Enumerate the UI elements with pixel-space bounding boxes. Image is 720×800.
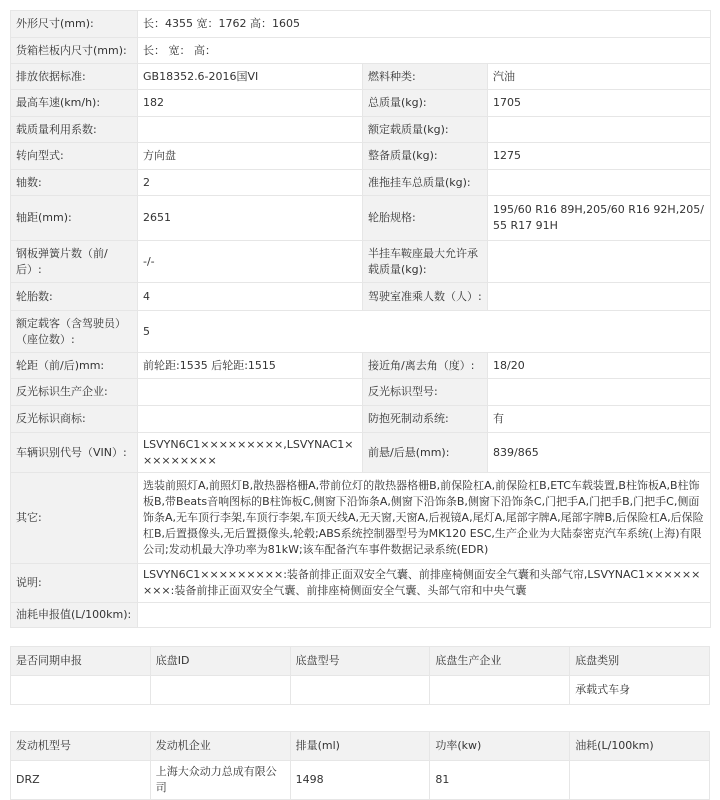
chassis-row: [11, 676, 710, 705]
spec-label: 总质量(kg):: [363, 90, 488, 117]
spec-row: [11, 11, 711, 38]
spec-label: 轴数:: [11, 170, 138, 196]
engine-table: [10, 731, 710, 800]
spec-row: [11, 473, 711, 564]
spec-label: 排放依据标准:: [11, 64, 138, 90]
column-header: 是否同期申报: [11, 647, 151, 676]
spec-value: 1275: [488, 143, 711, 170]
spec-value: [488, 283, 711, 311]
spec-label: 轮距（前/后)mm:: [11, 353, 138, 379]
spec-row: [11, 379, 711, 406]
spec-label: 轮胎数:: [11, 283, 138, 311]
spec-label: 整备质量(kg):: [363, 143, 488, 170]
column-header: 功率(kw): [430, 732, 570, 761]
spec-row: [11, 241, 711, 283]
vehicle-spec-table: [10, 10, 711, 628]
spec-label: 防抱死制动系统:: [363, 406, 488, 433]
spec-value: 1705: [488, 90, 711, 117]
spec-row: [11, 143, 711, 170]
spec-row: [11, 283, 711, 311]
spec-label: 额定载客（含驾驶员）（座位数）:: [11, 311, 138, 353]
spec-value: 5: [138, 311, 711, 353]
spec-row: [11, 170, 711, 196]
spec-row: [11, 90, 711, 117]
spec-row: [11, 433, 711, 473]
spec-label: 额定载质量(kg):: [363, 117, 488, 143]
table-cell: 承载式车身: [570, 676, 710, 705]
spec-value: [488, 241, 711, 283]
spec-value: 选装前照灯A,前照灯B,散热器格栅A,带前位灯的散热器格栅B,前保险杠A,前保险杠B,ETC车载装置,B柱饰板A,B柱饰板B,带Beats音响图标的B柱饰板C,侧窗下沿饰条A,侧窗下沿饰条B,侧窗下沿饰条C,门把手A,门把手B,门把手C,侧面饰条A,无车顶行李架,车顶行李架,车顶天线A,无天窗,天窗A,后视镜A,尾灯A,尾部字牌A,尾部字牌B,后保险杠A,后保险杠B,后置摄像头,无后置摄像头,轮毂;ABS系统控制器型号为MK120 ESC,生产企业为大陆泰密克汽车系统(上海)有限公司;发动机最大净功率为81kW;该车配备汽车事件数据记录系统(EDR): [138, 473, 711, 564]
spec-value: 2651: [138, 196, 363, 241]
table-cell: 81: [430, 761, 570, 800]
spec-label: 车辆识别代号（VIN）:: [11, 433, 138, 473]
spec-value: 方向盘: [138, 143, 363, 170]
table-cell: [290, 676, 430, 705]
spec-value: LSVYN6C1×××××××××,LSVYNAC1×××××××××: [138, 433, 363, 473]
spec-value: 18/20: [488, 353, 711, 379]
spec-label: 驾驶室准乘人数（人）:: [363, 283, 488, 311]
column-header: 底盘生产企业: [430, 647, 570, 676]
spec-label: 反光标识生产企业:: [11, 379, 138, 406]
engine-header-row: [11, 732, 710, 761]
column-header: 发动机型号: [11, 732, 151, 761]
spec-value: 有: [488, 406, 711, 433]
table-cell: DRZ: [11, 761, 151, 800]
spec-row: [11, 353, 711, 379]
chassis-table: [10, 646, 710, 705]
table-cell: [430, 676, 570, 705]
column-header: 排量(ml): [290, 732, 430, 761]
spec-row: [11, 603, 711, 628]
spec-label: 轮胎规格:: [363, 196, 488, 241]
spec-value: [488, 117, 711, 143]
spec-value: [138, 603, 711, 628]
table-cell: 1498: [290, 761, 430, 800]
spec-label: 轴距(mm):: [11, 196, 138, 241]
spec-row: [11, 311, 711, 353]
spec-value: 汽油: [488, 64, 711, 90]
spec-value: [488, 170, 711, 196]
spec-label: 准拖挂车总质量(kg):: [363, 170, 488, 196]
table-cell: 上海大众动力总成有限公司: [150, 761, 290, 800]
column-header: 发动机企业: [150, 732, 290, 761]
spec-label: 外形尺寸(mm):: [11, 11, 138, 38]
spec-value: 长： 宽： 高：: [138, 38, 711, 64]
spec-label: 燃料种类:: [363, 64, 488, 90]
spec-value: -/-: [138, 241, 363, 283]
spec-value: 长：4355 宽：1762 高：1605: [138, 11, 711, 38]
spec-row: [11, 38, 711, 64]
spec-label: 钢板弹簧片数（前/后）:: [11, 241, 138, 283]
table-cell: [570, 761, 710, 800]
spec-label: 货箱栏板内尺寸(mm):: [11, 38, 138, 64]
engine-row: [11, 761, 710, 800]
spec-label: 反光标识商标:: [11, 406, 138, 433]
spec-value: 182: [138, 90, 363, 117]
spec-label: 反光标识型号:: [363, 379, 488, 406]
column-header: 底盘类别: [570, 647, 710, 676]
spec-label: 最高车速(km/h):: [11, 90, 138, 117]
spec-value: [138, 117, 363, 143]
spec-row: [11, 64, 711, 90]
spec-label: 前悬/后悬(mm):: [363, 433, 488, 473]
spec-value: 839/865: [488, 433, 711, 473]
spec-label: 载质量利用系数:: [11, 117, 138, 143]
spec-label: 转向型式:: [11, 143, 138, 170]
column-header: 油耗(L/100km): [570, 732, 710, 761]
spec-label: 半挂车鞍座最大允许承载质量(kg):: [363, 241, 488, 283]
spec-row: [11, 564, 711, 603]
spec-row: [11, 117, 711, 143]
spec-value: LSVYN6C1×××××××××:装备前排正面双安全气囊、前排座椅侧面安全气囊和头部气帘,LSVYNAC1×××××××××:装备前排正面双安全气囊、前排座椅侧面安全气囊、头部气帘和中央气囊: [138, 564, 711, 603]
spec-value: 195/60 R16 89H,205/60 R16 92H,205/55 R17 91H: [488, 196, 711, 241]
spec-label: 说明:: [11, 564, 138, 603]
table-cell: [11, 676, 151, 705]
spec-row: [11, 196, 711, 241]
spec-value: GB18352.6-2016国VI: [138, 64, 363, 90]
column-header: 底盘型号: [290, 647, 430, 676]
chassis-header-row: [11, 647, 710, 676]
spec-row: [11, 406, 711, 433]
spec-value: [138, 406, 363, 433]
spec-value: 4: [138, 283, 363, 311]
spec-value: 2: [138, 170, 363, 196]
spec-label: 其它:: [11, 473, 138, 564]
spec-value: [488, 379, 711, 406]
spec-label: 接近角/离去角（度）:: [363, 353, 488, 379]
spec-value: 前轮距:1535 后轮距:1515: [138, 353, 363, 379]
column-header: 底盘ID: [150, 647, 290, 676]
spec-label: 油耗申报值(L/100km):: [11, 603, 138, 628]
table-cell: [150, 676, 290, 705]
spec-value: [138, 379, 363, 406]
